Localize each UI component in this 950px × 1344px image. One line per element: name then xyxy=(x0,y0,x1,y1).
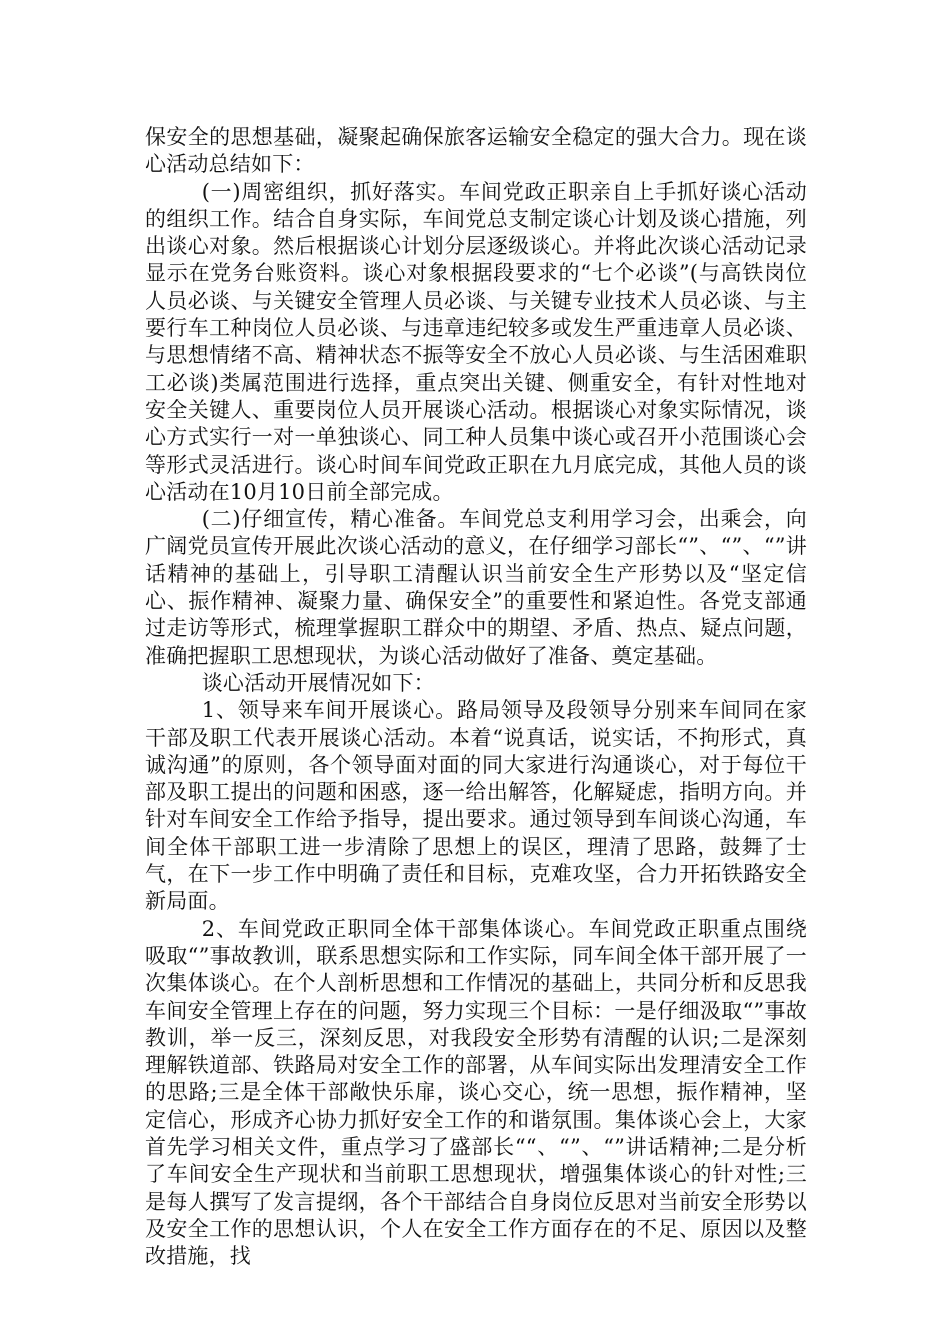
paragraph-intro-continuation: 保安全的思想基础，凝聚起确保旅客运输安全稳定的强大合力。现在谈心活动总结如下： xyxy=(145,125,807,177)
paragraph-section-one: (一)周密组织，抓好落实。车间党政正职亲自上手抓好谈心活动的组织工作。结合自身实际，车间党总支制定谈心计划及谈心措施，列出谈心对象。然后根据谈心计划分层逐级谈心。并将此次谈心活动记录显示在党务台账资料。谈心对象根据段要求的“七个必谈”(与高铁岗位人员必谈、与关键安全管理人员必谈、与关键专业技术人员必谈、与主要行车工种岗位人员必谈、与违章违纪较多或发生严重违章人员必谈、与思想情绪不高、精神状态不振等安全不放心人员必谈、与生活困难职工必谈)类属范围进行选择，重点突出关键、侧重安全，有针对性地对安全关键人、重要岗位人员开展谈心活动。根据谈心对象实际情况，谈心方式实行一对一单独谈心、同工种人员集中谈心或召开小范围谈心会等形式灵活进行。谈心时间车间党政正职在九月底完成，其他人员的谈心活动在10月10日前全部完成。 xyxy=(145,179,807,504)
paragraph-item-two: 2、车间党政正职同全体干部集体谈心。车间党政正职重点围绕吸取“”事故教训，联系思想实际和工作实际，同车间全体干部开展了一次集体谈心。在个人剖析思想和工作情况的基础上，共同分析和反思我车间安全管理上存在的问题，努力实现三个目标：一是仔细汲取“”事故教训，举一反三，深刻反思，对我段安全形势有清醒的认识;二是深刻理解铁道部、铁路局对安全工作的部署，从车间实际出发理清安全工作的思路;三是全体干部敞快乐扉，谈心交心，统一思想，振作精神，坚定信心，形成齐心协力抓好安全工作的和谐氛围。集体谈心会上，大家首先学习相关文件，重点学习了盛部长““、“”、“”讲话精神;二是分析了车间安全生产现状和当前职工思想现状，增强集体谈心的针对性;三是每人撰写了发言提纲，各个干部结合自身岗位反思对当前安全形势以及安全工作的思想认识，个人在安全工作方面存在的不足、原因以及整改措施，找 xyxy=(145,916,807,1269)
paragraph-activity-heading: 谈心活动开展情况如下： xyxy=(201,670,435,695)
paragraph-item-one: 1、领导来车间开展谈心。路局领导及段领导分别来车间同在家干部及职工代表开展谈心活动。本着“说真话，说实话，不拘形式，真诚沟通”的原则，各个领导面对面的同大家进行沟通谈心，对于每位干部及职工提出的问题和困惑，逐一给出解答，化解疑虑，指明方向。并针对车间安全工作给予指导，提出要求。通过领导到车间谈心沟通，车间全体干部职工进一步清除了思想上的误区，理清了思路，鼓舞了士气，在下一步工作中明确了责任和目标，克难攻坚，合力开拓铁路安全新局面。 xyxy=(145,698,807,914)
document-body xyxy=(145,124,807,1270)
paragraph-section-two: (二)仔细宣传，精心准备。车间党总支利用学习会，出乘会，向广阔党员宣传开展此次谈心活动的意义，在仔细学习部长“”、“”、“”讲话精神的基础上，引导职工清醒认识当前安全生产形势以及“坚定信心、振作精神、凝聚力量、确保安全”的重要性和紧迫性。各党支部通过走访等形式，梳理掌握职工群众中的期望、矛盾、热点、疑点问题，准确把握职工思想现状，为谈心活动做好了准备、奠定基础。 xyxy=(145,507,807,668)
